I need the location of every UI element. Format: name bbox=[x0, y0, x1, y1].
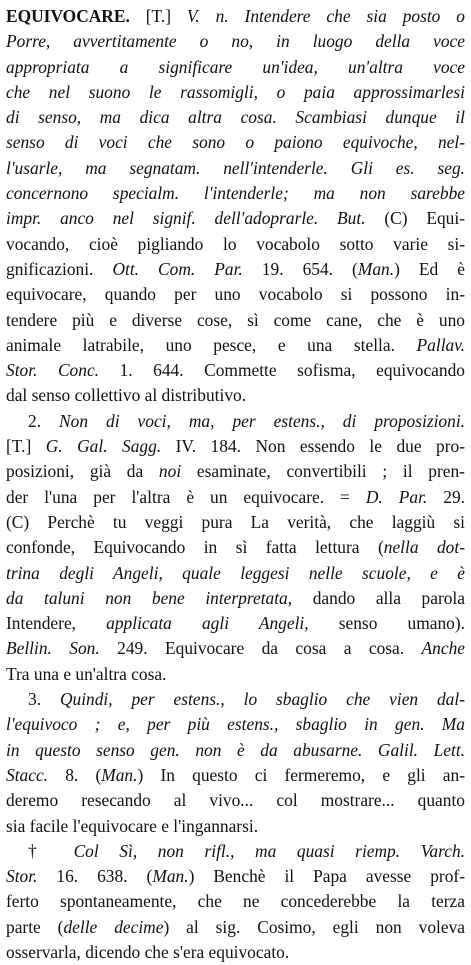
text-line: equivocare, quando per uno vocabolo si possono in- bbox=[6, 284, 465, 305]
text-line: appropriata a significare un'idea, un'altra voce bbox=[6, 56, 465, 77]
text-line: trina degli Angeli, quale leggesi nelle scuole, e è bbox=[6, 562, 465, 583]
text-line: (C) Perchè tu veggi pura La verità, che laggiù si bbox=[6, 511, 465, 532]
text-line: di senso, ma dica altra cosa. Scambiasi dunque il bbox=[6, 107, 465, 128]
text-line: Stacc. 8. (Man.) In questo ci fermeremo, e gli an- bbox=[6, 764, 465, 785]
text-line: vocando, cioè pigliando lo vocabolo sotto varie si- bbox=[6, 233, 465, 254]
text-line: Bellin. Son. 249. Equivocare da cosa a cosa. Anche bbox=[6, 638, 465, 659]
text-line: Tra una e un'altra cosa. bbox=[6, 663, 167, 684]
text-line: impr. anco nel signif. dell'adoprarle. But. (C) Equi- bbox=[6, 208, 465, 229]
text-line: der l'una per l'altra è un equivocare. = D. Par. 29. bbox=[6, 486, 465, 507]
text-line: in questo senso gen. non è da abusarne. Galil. Lett. bbox=[6, 739, 465, 760]
text-line: deremo resecando al vivo... col mostrare... quanto bbox=[6, 790, 465, 811]
sense-heading-3: 3. Quindi, per estens., lo sbaglio che vien dal- bbox=[28, 689, 465, 710]
text-line: Porre, avvertitamente o no, in luogo della voce bbox=[6, 31, 465, 52]
text-line: gnificazioni. Ott. Com. Par. 19. 654. (Man.) Ed è bbox=[6, 258, 465, 279]
text-line: confonde, Equivocando in sì fatta lettura (nella dot- bbox=[6, 537, 465, 558]
text-line: tendere più e diverse cose, sì come cane, che è uno bbox=[6, 309, 465, 330]
text-line: posizioni, già da noi esaminate, convertibili ; il pren- bbox=[6, 461, 465, 482]
text-line: Stor. Conc. 1. 644. Commette sofisma, equivocando bbox=[6, 360, 465, 381]
text-line: animale latrabile, uno pesce, e una stella. Pallav. bbox=[6, 334, 465, 355]
text-line: Intendere, applicata agli Angeli, senso umano). bbox=[6, 613, 465, 634]
headword: EQUIVOCARE. bbox=[6, 6, 130, 26]
text-line: [T.] G. Gal. Sagg. IV. 184. Non essendo le due pro- bbox=[6, 436, 465, 457]
text-line: senso di voci che sono o paiono equivoche, nel- bbox=[6, 132, 465, 153]
text-line: da taluni non bene interpretata, dando alla parola bbox=[6, 587, 465, 608]
text-line: Stor. 16. 638. (Man.) Benchè il Papa avesse prof- bbox=[6, 866, 465, 887]
text-line: dal senso collettivo al distributivo. bbox=[6, 385, 247, 406]
sense-heading-obsolete: † Col Sì, non rifl., ma quasi riemp. Varch. bbox=[28, 840, 465, 861]
text-line: l'usarle, ma segnatam. nell'intenderle. Gli es. seg. bbox=[6, 157, 465, 178]
text-line: l'equivoco ; e, per più estens., sbaglio in gen. Ma bbox=[6, 714, 465, 735]
text-line: ferto spontaneamente, che ne concederebbe la terza bbox=[6, 891, 465, 912]
sense-heading-2: 2. Non di voci, ma, per estens., di proposizioni. bbox=[28, 410, 465, 431]
text-line: parte (delle decime) al sig. Cosimo, egli non voleva bbox=[6, 916, 465, 937]
text-line: che nel suono le rassomigli, o paia approssimarlesi bbox=[6, 81, 465, 102]
text-line: EQUIVOCARE. [T.] V. n. Intendere che sia posto o bbox=[6, 6, 465, 26]
text-line: sia facile l'equivocare e l'ingannarsi. bbox=[6, 815, 259, 836]
text-line: concernono specialm. l'intenderle; ma non sarebbe bbox=[6, 183, 465, 204]
text-line: osservarla, dicendo che s'era equivocato. bbox=[6, 941, 290, 962]
